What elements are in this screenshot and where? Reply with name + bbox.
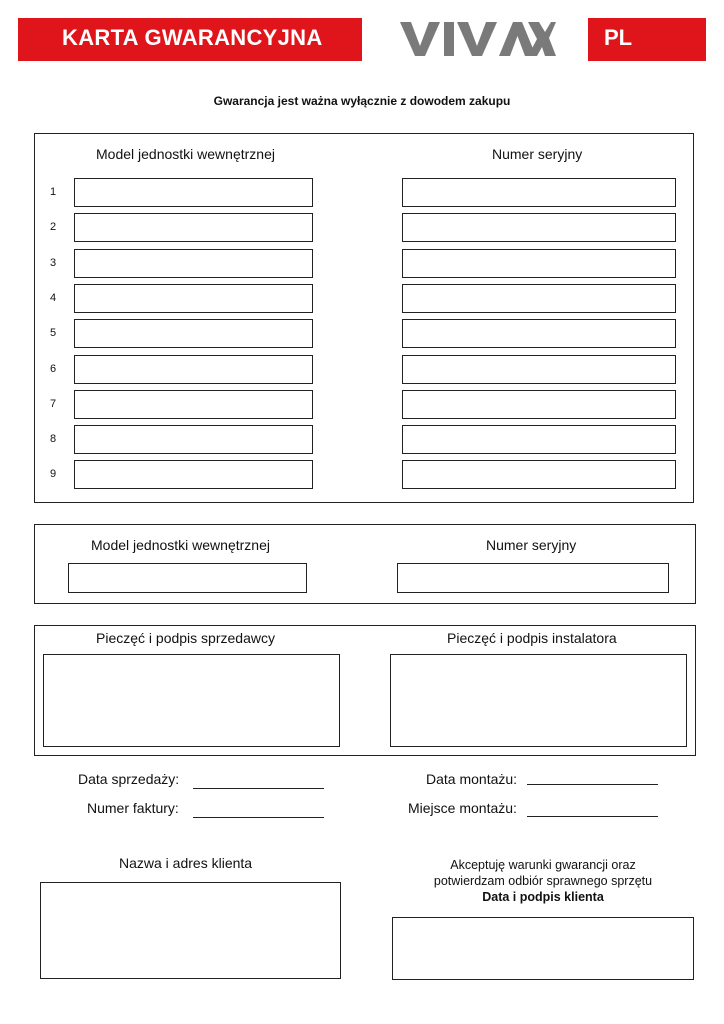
invoice-number-label: Numer faktury: [87, 800, 179, 816]
indoor-serial-header: Numer seryjny [492, 146, 583, 162]
seller-stamp-label: Pieczęć i podpis sprzedawcy [96, 630, 275, 646]
indoor-model-field[interactable] [74, 390, 313, 419]
outdoor-model-header: Model jednostki wewnętrznej [91, 537, 270, 553]
outdoor-model-field[interactable] [68, 563, 307, 593]
proof-of-purchase-notice: Gwarancja jest ważna wyłącznie z dowodem zakupu [213, 94, 511, 108]
outdoor-serial-header: Numer seryjny [486, 537, 577, 553]
client-name-address-label: Nazwa i adres klienta [119, 855, 253, 871]
seller-stamp-field[interactable] [43, 654, 340, 747]
client-name-address-field[interactable] [40, 882, 341, 979]
row-number: 9 [49, 468, 57, 480]
row-number: 8 [49, 433, 57, 445]
client-signature-label: Data i podpis klienta [482, 890, 604, 904]
row-number: 2 [49, 221, 57, 233]
indoor-serial-field[interactable] [402, 319, 676, 348]
acceptance-line-1: Akceptuję warunki gwarancji oraz [450, 858, 636, 872]
install-place-line[interactable] [527, 816, 658, 817]
indoor-serial-field[interactable] [402, 425, 676, 454]
indoor-model-field[interactable] [74, 460, 313, 489]
install-date-label: Data montażu: [426, 771, 518, 787]
indoor-model-field[interactable] [74, 284, 313, 313]
indoor-serial-field[interactable] [402, 178, 676, 207]
indoor-serial-field[interactable] [402, 213, 676, 242]
indoor-serial-field[interactable] [402, 355, 676, 384]
indoor-serial-field[interactable] [402, 390, 676, 419]
outdoor-serial-field[interactable] [397, 563, 669, 593]
language-code: PL [604, 25, 633, 50]
indoor-model-field[interactable] [74, 355, 313, 384]
invoice-number-line[interactable] [193, 817, 324, 818]
indoor-serial-field[interactable] [402, 284, 676, 313]
language-banner [588, 18, 706, 61]
title-banner [18, 18, 362, 61]
sale-date-line[interactable] [193, 788, 324, 789]
acceptance-line-2: potwierdzam odbiór sprawnego sprzętu [433, 874, 653, 888]
indoor-serial-field[interactable] [402, 460, 676, 489]
install-place-label: Miejsce montażu: [408, 800, 517, 816]
row-number: 3 [49, 257, 57, 269]
vivax-logo [396, 16, 556, 60]
row-number: 6 [49, 363, 57, 375]
indoor-serial-field[interactable] [402, 249, 676, 278]
indoor-model-field[interactable] [74, 213, 313, 242]
indoor-model-field[interactable] [74, 249, 313, 278]
sale-date-label: Data sprzedaży: [78, 771, 180, 787]
indoor-model-field[interactable] [74, 178, 313, 207]
install-date-line[interactable] [527, 784, 658, 785]
indoor-model-field[interactable] [74, 319, 313, 348]
row-number: 4 [49, 292, 57, 304]
indoor-model-field[interactable] [74, 425, 313, 454]
row-number: 5 [49, 327, 57, 339]
document-title: KARTA GWARANCYJNA [62, 25, 323, 50]
row-number: 1 [49, 186, 57, 198]
indoor-model-header: Model jednostki wewnętrznej [96, 146, 275, 162]
installer-stamp-field[interactable] [390, 654, 687, 747]
installer-stamp-label: Pieczęć i podpis instalatora [447, 630, 617, 646]
client-signature-field[interactable] [392, 917, 694, 980]
row-number: 7 [49, 398, 57, 410]
